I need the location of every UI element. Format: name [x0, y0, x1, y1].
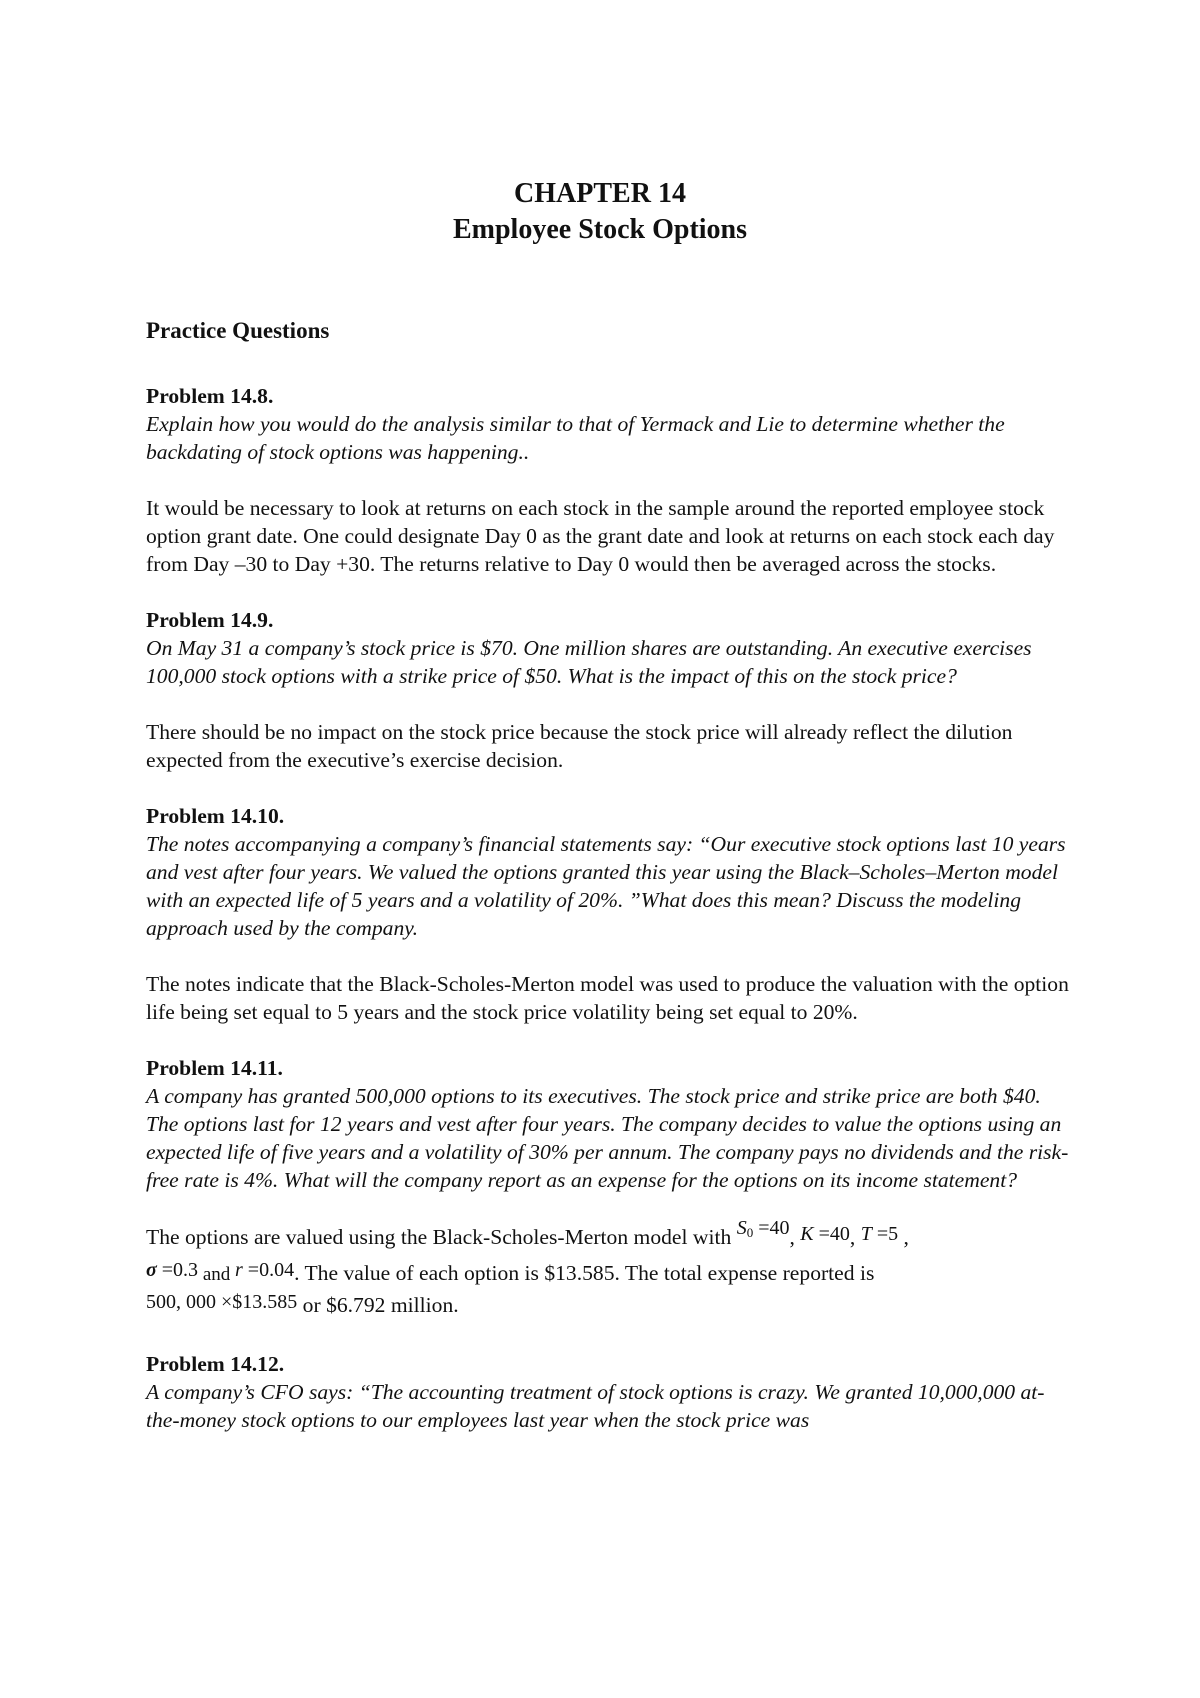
- problem-14-12: [146, 1350, 1076, 1434]
- problem-question: Explain how you would do the analysis similar to that of Yermack and Lie to determine whether the backdating of stock options was happening..: [146, 412, 1005, 464]
- equation-sigma: σ =0.3: [146, 1259, 199, 1281]
- problem-title: Problem 14.9.: [146, 608, 274, 632]
- problem-answer: The options are valued using the Black-Scholes-Merton model with $S_0 =40$, K =40, T =5 , σ =0.3 and r =0.04. The value of each option is $13.585. The total expense reported is 500, 000 ×$13.585 or $6.792 million.: [146, 1217, 909, 1317]
- equation-r: r =0.04: [235, 1259, 295, 1281]
- problem-answer: There should be no impact on the stock price because the stock price will already reflect the dilution expected from the executive’s exercise decision.: [146, 720, 1013, 772]
- problem-14-9: [146, 606, 1076, 774]
- problem-title: Problem 14.12.: [146, 1352, 285, 1376]
- problem-answer: The notes indicate that the Black-Scholes-Merton model was used to produce the valuation with the option life being set equal to 5 years and the stock price volatility being set equal to 20%.: [146, 972, 1069, 1024]
- problem-14-11: [146, 1054, 1076, 1322]
- equation-k: K =40: [800, 1223, 850, 1245]
- problem-14-8: [146, 382, 1076, 578]
- answer-text: or $6.792 million.: [297, 1293, 459, 1317]
- answer-text: The options are valued using the Black-Scholes-Merton model with: [146, 1225, 737, 1249]
- chapter-header: [0, 176, 1200, 248]
- problem-question: The notes accompanying a company’s financial statements say: “Our executive stock options last 10 years and vest after four years. We valued the options granted this year using the Black–Scholes–Merton model with an expected life of 5 years and a volatility of 20%. ”What does this mean? Discuss the modeling approach used by the company.: [146, 832, 1066, 940]
- chapter-title: Employee Stock Options: [452, 214, 748, 245]
- problem-question: A company has granted 500,000 options to its executives. The stock price and strike price are both $40. The options last for 12 years and vest after four years. The company decides to value the options using an expected life of five years and a volatility of 30% per annum. The company pays no dividends and the risk-free rate is 4%. What will the company report as an expense for the options on its income statement?: [146, 1084, 1069, 1192]
- problems-list: [146, 382, 1076, 1462]
- problem-title: Problem 14.10.: [146, 804, 285, 828]
- equation-t: T =5: [860, 1223, 899, 1245]
- section-heading: Practice Questions: [146, 318, 330, 343]
- problem-answer: It would be necessary to look at returns on each stock in the sample around the reported employee stock option grant date. One could designate Day 0 as the grant date and look at returns on each stock each day from Day –30 to Day +30. The returns relative to Day 0 would then be averaged across the stocks.: [146, 496, 1055, 576]
- equation-s0: $S_0 =40$: [736, 1217, 790, 1240]
- answer-text: . The value of each option is $13.585. The total expense reported is: [294, 1261, 875, 1285]
- problem-question: On May 31 a company’s stock price is $70. One million shares are outstanding. An executive exercises 100,000 stock options with a strike price of $50. What is the impact of this on the stock price?: [146, 636, 1032, 688]
- problem-question: A company’s CFO says: “The accounting treatment of stock options is crazy. We granted 10,000,000 at-the-money stock options to our employees last year when the stock price was: [146, 1380, 1045, 1432]
- equation-total: 500, 000 ×$13.585: [146, 1291, 298, 1313]
- problem-title: Problem 14.11.: [146, 1056, 283, 1080]
- problem-title: Problem 14.8.: [146, 384, 274, 408]
- chapter-number: CHAPTER 14: [514, 178, 686, 209]
- problem-14-10: [146, 802, 1076, 1026]
